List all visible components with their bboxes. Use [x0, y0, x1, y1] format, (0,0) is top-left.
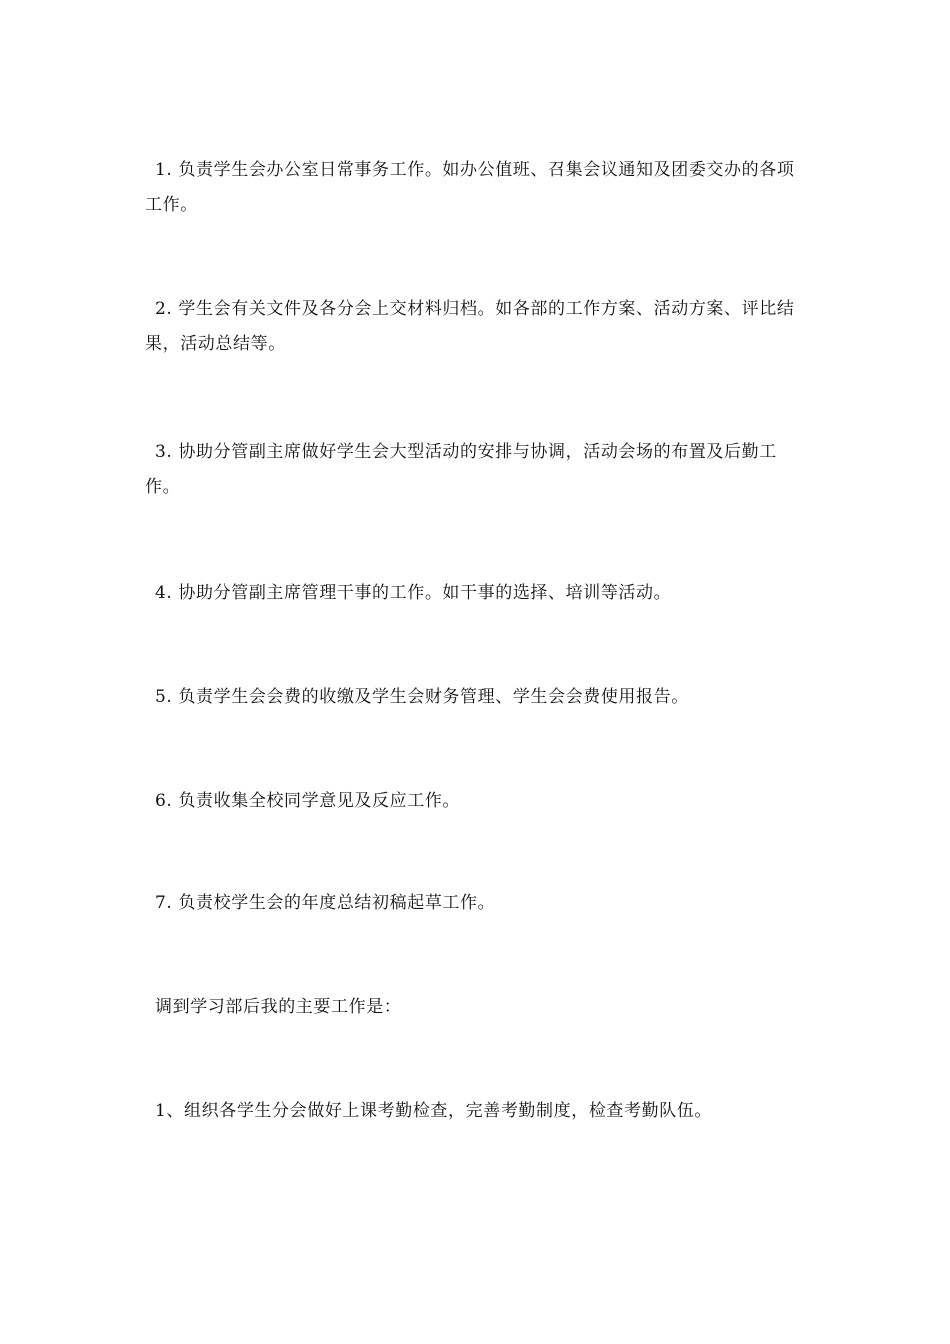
- duty-item-3: 3. 协助分管副主席做好学生会大型活动的安排与协调，活动会场的布置及后勤工作。: [145, 442, 777, 497]
- duty-item-2: 2. 学生会有关文件及各分会上交材料归档。如各部的工作方案、活动方案、评比结果，活动总结等。: [145, 299, 795, 354]
- duty-item-5: 5. 负责学生会会费的收缴及学生会财务管理、学生会会费使用报告。: [155, 687, 689, 707]
- section-heading: 调到学习部后我的主要工作是：: [155, 997, 402, 1017]
- duty-item-6: 6. 负责收集全校同学意见及反应工作。: [155, 791, 461, 811]
- duty-item-4: 4. 协助分管副主席管理干事的工作。如干事的选择、培训等活动。: [155, 583, 672, 603]
- duty-item-1: 1. 负责学生会办公室日常事务工作。如办公值班、召集会议通知及团委交办的各项工作。: [145, 160, 795, 215]
- duty-item-7: 7. 负责校学生会的年度总结初稿起草工作。: [155, 893, 496, 913]
- study-dept-item-1: 1、组织各学生分会做好上课考勤检查，完善考勤制度，检查考勤队伍。: [155, 1101, 713, 1121]
